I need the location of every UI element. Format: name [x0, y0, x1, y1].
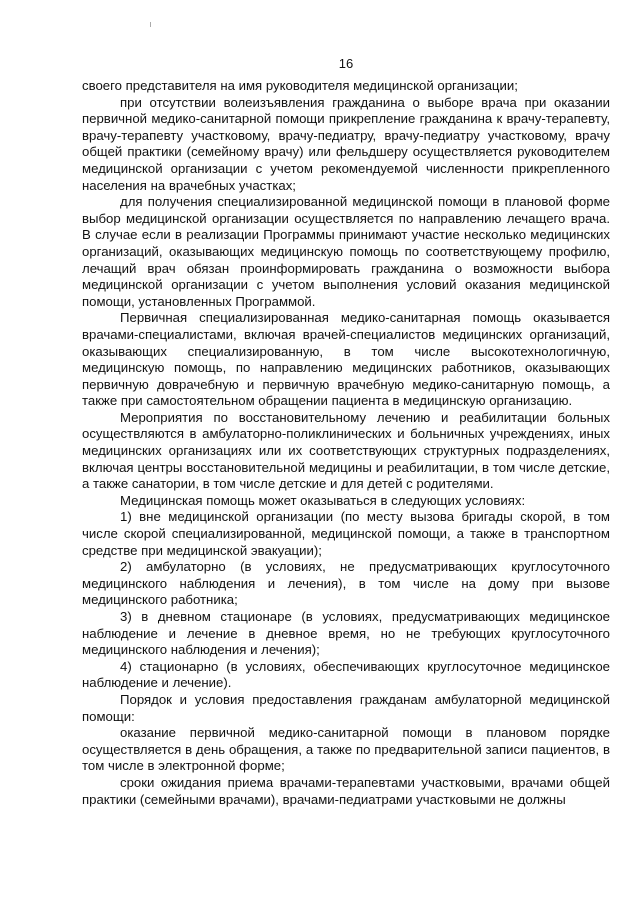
document-body: [82, 78, 610, 808]
paragraph: оказание первичной медико-санитарной помощи в плановом порядке осуществляется в день обращения, а также по предварительной записи пациентов, в том числе в электронной форме;: [82, 725, 610, 774]
paragraph: при отсутствии волеизъявления гражданина о выборе врача при оказании первичной медико-санитарной помощи прикрепление гражданина к врачу-терапевту, врачу-терапевту участковому, врачу-педиатру, врачу-педиатру участковому, врачу общей практики (семейному врачу) или фельдшеру осуществляется руководителем медицинской организации с учетом рекомендуемой численности прикрепленного населения на врачебных участках;: [82, 94, 610, 193]
paragraph: Первичная специализированная медико-санитарная помощь оказывается врачами-специалистами, включая врачей-специалистов медицинских организаций, оказывающих специализированную, в том числе высокотехнологичную, медицинскую помощь, по направлению медицинских работников, оказывающих первичную доврачебную и первичную врачебную медико-санитарную помощь, а также при самостоятельном обращении пациента в медицинскую организацию.: [82, 310, 610, 409]
list-item: 2) амбулаторно (в условиях, не предусматривающих круглосуточного медицинского наблюдения и лечения), в том числе на дому при вызове медицинского работника;: [82, 559, 610, 608]
paragraph: Порядок и условия предоставления гражданам амбулаторной медицинской помощи:: [82, 691, 610, 724]
paragraph: для получения специализированной медицинской помощи в плановой форме выбор медицинской организации осуществляется по направлению лечащего врача. В случае если в реализации Программы принимают участие несколько медицинских организаций, оказывающих медицинскую помощь по соответствующему профилю, лечащий врач обязан проинформировать гражданина о возможности выбора медицинской организации с учетом выполнения условий оказания медицинской помощи, установленных Программой.: [82, 194, 610, 309]
scan-artifact: [150, 22, 151, 27]
paragraph: Мероприятия по восстановительному лечению и реабилитации больных осуществляются в амбулаторно-поликлинических и больничных учреждениях, иных медицинских организациях или их соответствующих структурных подразделениях, включая центры восстановительной медицины и реабилитации, в том числе детские, а также санатории, в том числе детские и для детей с родителями.: [82, 409, 610, 492]
list-item: 3) в дневном стационаре (в условиях, предусматривающих медицинское наблюдение и лечение в дневное время, но не требующих круглосуточного медицинского наблюдения и лечения);: [82, 609, 610, 658]
paragraph: своего представителя на имя руководителя медицинской организации;: [82, 78, 518, 93]
page-number: 16: [338, 56, 354, 71]
paragraph: Медицинская помощь может оказываться в следующих условиях:: [120, 492, 526, 508]
list-item: 4) стационарно (в условиях, обеспечивающих круглосуточное медицинское наблюдение и лечение).: [82, 658, 610, 691]
list-item: 1) вне медицинской организации (по месту вызова бригады скорой, в том числе скорой специализированной, медицинской помощи, а также в транспортном средстве при медицинской эвакуации);: [82, 509, 610, 558]
paragraph: сроки ожидания приема врачами-терапевтами участковыми, врачами общей практики (семейными врачами), врачами-педиатрами участковыми не должны: [82, 774, 610, 807]
